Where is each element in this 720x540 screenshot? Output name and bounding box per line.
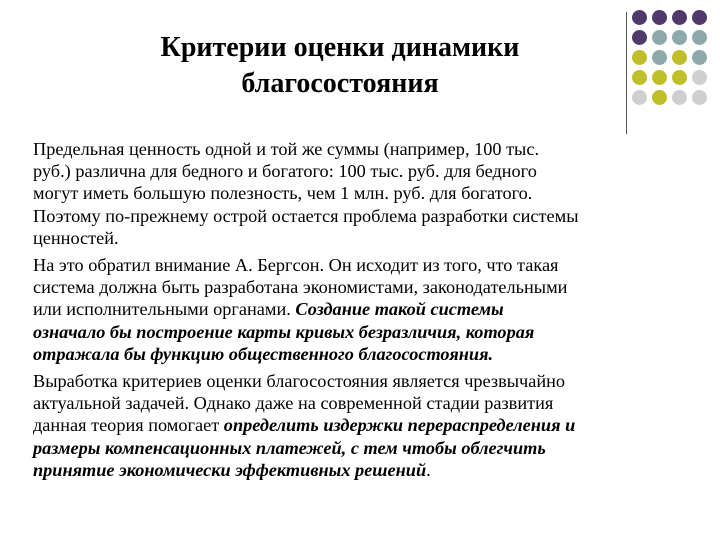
paragraph-2-emphasis-start: Создание такой системы xyxy=(295,299,504,320)
decorative-dot xyxy=(632,30,647,45)
paragraph-1-line-5: ценностей. xyxy=(33,227,119,248)
paragraph-2-line-3 xyxy=(33,298,701,320)
paragraph-2 xyxy=(33,254,701,365)
decorative-dot xyxy=(692,70,707,85)
decorative-dot xyxy=(672,30,687,45)
paragraph-3-emphasis-end: принятие экономически эффективных решений xyxy=(33,459,427,480)
slide-title xyxy=(80,30,600,102)
decorative-dot xyxy=(632,70,647,85)
decorative-dot xyxy=(692,90,707,105)
paragraph-2-text: или исполнительными органами. xyxy=(33,299,296,320)
decorative-dot xyxy=(652,50,667,65)
decorative-dot xyxy=(632,50,647,65)
decorative-dot xyxy=(672,90,687,105)
paragraph-1-line-4: Поэтому по-прежнему острой остается проблема разработки системы xyxy=(33,205,579,226)
paragraph-3-line-4: размеры компенсационных платежей, с тем чтобы облегчить xyxy=(33,437,546,458)
decorative-dot xyxy=(672,10,687,25)
paragraph-3-period: . xyxy=(426,459,431,480)
paragraph-1-line-2: руб.) различна для бедного и богатого: 100 тыс. руб. для бедного xyxy=(33,161,537,182)
paragraph-2-line-4: означало бы построение карты кривых безразличия, которая xyxy=(33,321,535,342)
decorative-dot xyxy=(652,70,667,85)
decorative-dot xyxy=(632,90,647,105)
decorative-vertical-line xyxy=(626,12,627,134)
decorative-dot xyxy=(692,30,707,45)
slide-body xyxy=(33,138,701,486)
paragraph-3 xyxy=(33,370,701,481)
paragraph-1 xyxy=(33,138,701,249)
paragraph-2-line-1: На это обратил внимание А. Бергсон. Он исходит из того, что такая xyxy=(33,255,559,276)
paragraph-1-line-3: могут иметь большую полезность, чем 1 млн. руб. для богатого. xyxy=(33,183,533,204)
decorative-dot xyxy=(652,90,667,105)
paragraph-1-line-1: Предельная ценность одной и той же суммы (например, 100 тыс. xyxy=(33,139,540,159)
decorative-dot xyxy=(692,50,707,65)
paragraph-3-emphasis-start: определить издержки перераспределения и xyxy=(223,415,576,436)
decorative-dot xyxy=(652,30,667,45)
title-line-1: Критерии оценки динамики xyxy=(160,32,520,63)
decorative-dot xyxy=(672,70,687,85)
decorative-dot xyxy=(672,50,687,65)
decorative-dot xyxy=(652,10,667,25)
paragraph-3-text: данная теория помогает xyxy=(33,415,224,436)
paragraph-2-line-2: система должна быть разработана экономистами, законодательными xyxy=(33,277,568,298)
paragraph-3-line-5 xyxy=(33,459,701,481)
paragraph-2-line-5: отражала бы функцию общественного благосостояния. xyxy=(33,343,494,364)
decorative-dot xyxy=(632,10,647,25)
decorative-dot xyxy=(692,10,707,25)
paragraph-3-line-2: актуальной задачей. Однако даже на современной стадии развития xyxy=(33,393,554,414)
title-line-2: благосостояния xyxy=(241,68,439,99)
decorative-dot-grid xyxy=(632,10,716,110)
paragraph-3-line-1: Выработка критериев оценки благосостояния является чрезвычайно xyxy=(33,371,566,392)
paragraph-3-line-3 xyxy=(33,414,701,436)
